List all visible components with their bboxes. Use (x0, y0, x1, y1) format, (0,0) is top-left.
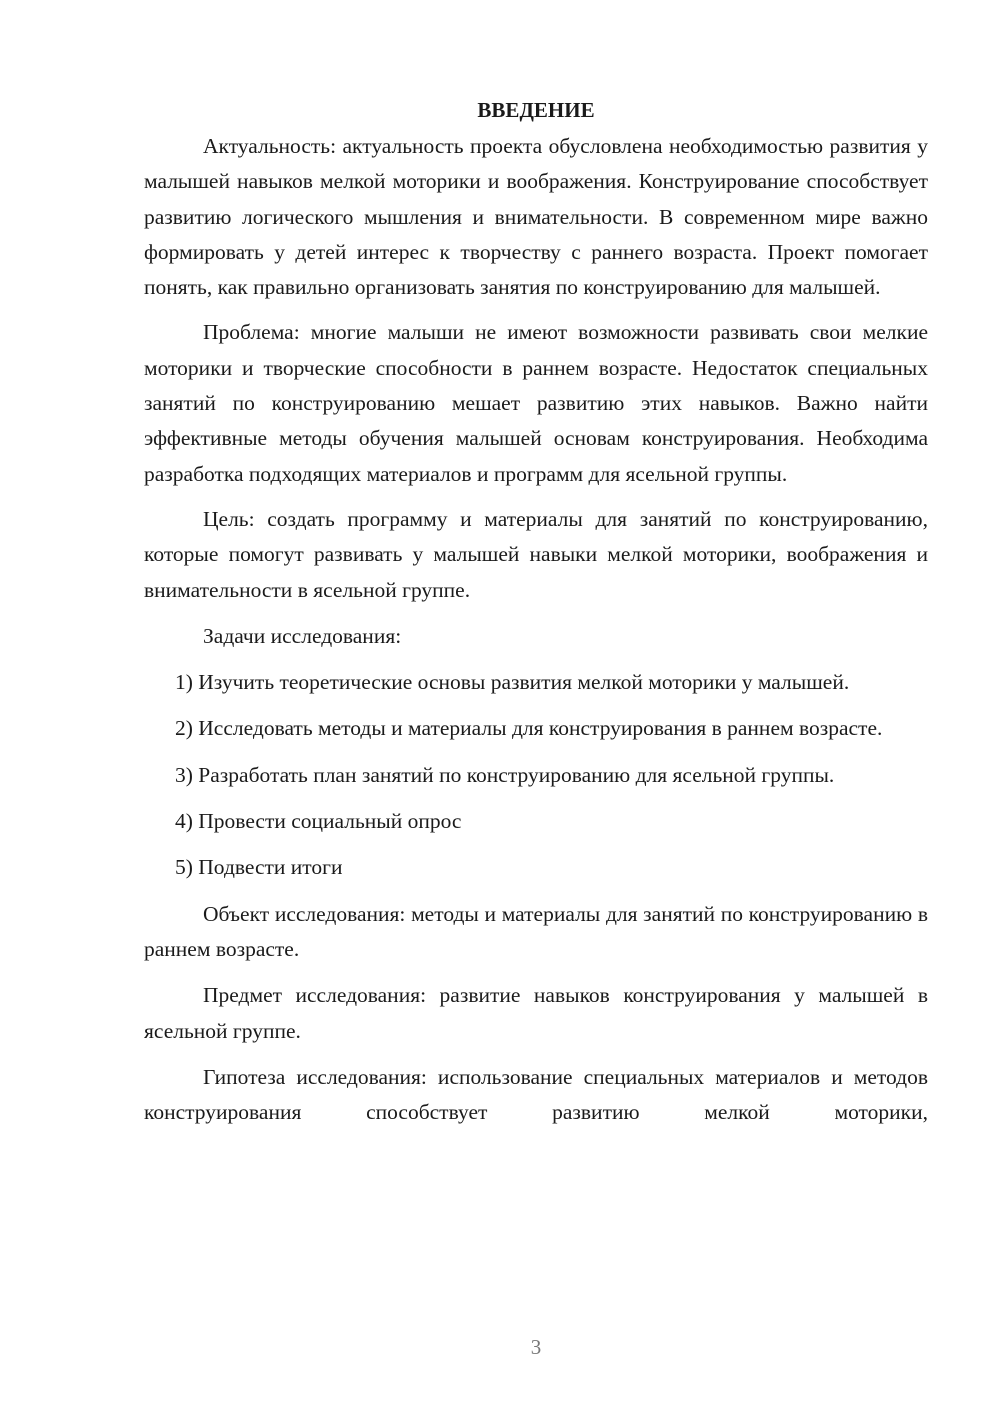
relevance-paragraph: Актуальность: актуальность проекта обусловлена необходимостью развития у малышей навыков мелкой моторики и воображения. Конструирование способствует развитию логического мышления и внимательности. В современном мире важно формировать у детей интерес к творчеству с раннего возраста. Проект помогает понять, как правильно организовать занятия по конструированию для малышей. (144, 134, 928, 300)
task-item-3: 3) Разработать план занятий по конструированию для ясельной группы. (175, 762, 835, 787)
page-number: 3 (530, 1335, 542, 1359)
section-title: ВВЕДЕНИЕ (477, 98, 595, 122)
task-item-1: 1) Изучить теоретические основы развития мелкой моторики у малышей. (175, 670, 850, 695)
task-item-5: 5) Подвести итоги (175, 855, 343, 880)
subject-paragraph: Предмет исследования: развитие навыков конструирования у малышей в ясельной группе. (144, 983, 928, 1043)
page-content (144, 95, 928, 1130)
problem-paragraph: Проблема: многие малыши не имеют возможности развивать свои мелкие моторики и творческие способности в раннем возрасте. Недостаток специальных занятий по конструированию мешает развитию этих навыков. Важно найти эффективные методы обучения малышей основам конструирования. Необходима разработка подходящих материалов и программ для ясельной группы. (144, 320, 928, 486)
hypothesis-paragraph: Гипотеза исследования: использование специальных материалов и методов конструирования способствует развитию мелкой моторики, (144, 1064, 928, 1125)
task-item-4: 4) Провести социальный опрос (175, 809, 462, 834)
goal-paragraph: Цель: создать программу и материалы для занятий по конструированию, которые помогут развивать у малышей навыки мелкой моторики, воображения и внимательности в ясельной группе. (144, 506, 928, 602)
tasks-heading: Задачи исследования: (203, 623, 402, 648)
object-paragraph: Объект исследования: методы и материалы для занятий по конструированию в раннем возрасте. (144, 901, 928, 961)
task-item-2: 2) Исследовать методы и материалы для конструирования в раннем возрасте. (175, 716, 883, 741)
